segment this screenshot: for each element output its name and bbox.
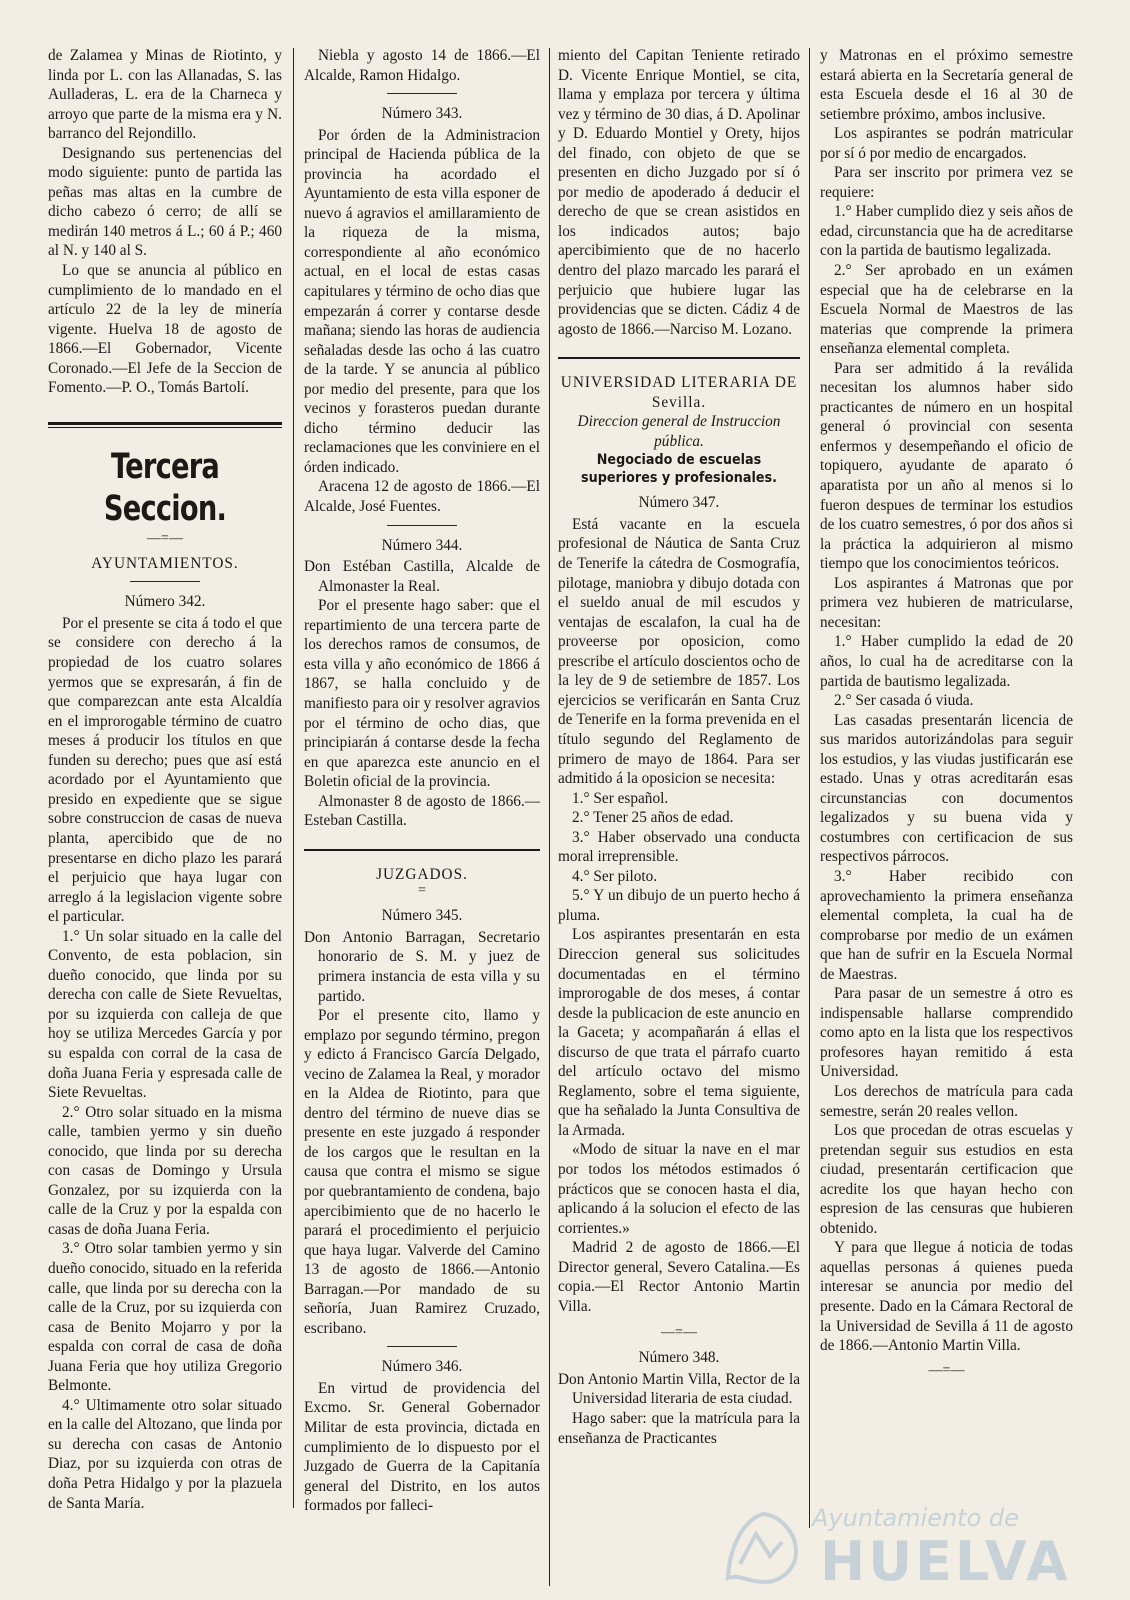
city-crest-icon	[720, 1508, 804, 1588]
notice-number: Número 348.	[638, 1349, 720, 1367]
subsection-title: AYUNTAMIENTOS.	[91, 554, 239, 572]
list-item: 2.° Otro solar situado en la misma calle, tambien yermo y sin dueño conocido, que linda por su derecha con casas de Domingo y Ursula Gonzalez, por su izquierda con la calle de la Cruz y por la espalda con casas de doña Juana Feria.	[48, 1103, 282, 1238]
divider	[387, 525, 457, 526]
paragraph: Y para que llegue á noticia de todas aquellas personas á quienes pueda interesar se anuncia por medio del presente. Dado en la Cámara Rectoral de la Universidad de Sevilla á 11 de agosto de 1866.—Antonio Martin Villa.	[820, 1239, 1073, 1355]
section-rule	[304, 849, 540, 851]
paragraph: Los aspirantes se podrán matricular por sí ó por medio de encargados.	[820, 125, 1073, 162]
institution-city: Sevilla.	[651, 393, 707, 411]
ornament: —=—	[928, 1362, 965, 1378]
list-item: 5.° Y un dibujo de un puerto hecho á pluma.	[558, 887, 800, 924]
ornament: —=—	[661, 1325, 697, 1341]
paragraph: En virtud de providencia del Excmo. Sr. General Gobernador Militar de esta provincia, dictada en cumplimiento de lo dispuesto por el Juzgado de Guerra de la Capitanía general del Distrito, en los autos formados por falleci-	[304, 1379, 540, 1515]
notice-number: Número 343.	[381, 105, 463, 123]
watermark-line1: Ayuntamiento de	[812, 1504, 1019, 1532]
ornament: =	[418, 883, 426, 899]
notice-number: Número 346.	[381, 1358, 463, 1376]
list-item: 3.° Haber recibido con aprovechamiento la primera enseñanza elemental completa, la cual ha de comprobarse por medio de un exámen que han de sufrir en la Escuela Normal de Maestras.	[820, 867, 1073, 983]
watermark-line2: HUELVA	[820, 1530, 1071, 1593]
divider	[130, 581, 200, 582]
paragraph: de Zalamea y Minas de Riotinto, y linda por L. con las Allanadas, S. las Aulladeras, L. era de la Charneca y arroyo que parte de la misma era y N. barranco del Rejondillo.	[48, 47, 282, 143]
paragraph: Aracena 12 de agosto de 1866.—El Alcalde, José Fuentes.	[304, 478, 540, 516]
paragraph: Hago saber: que la matrícula para la enseñanza de Practicantes	[558, 1410, 800, 1447]
ornament: —=—	[147, 530, 183, 546]
list-item: 3.° Haber observado una conducta moral irreprensible.	[558, 828, 800, 866]
paragraph: Niebla y agosto 14 de 1866.—El Alcalde, Ramon Hidalgo.	[304, 47, 540, 84]
section-rule	[48, 422, 282, 428]
paragraph: Los derechos de matrícula para cada semestre, serán 20 reales vellon.	[820, 1082, 1073, 1120]
column-1	[48, 46, 282, 1513]
paragraph: Los que procedan de otras escuelas y pretendan seguir sus estudios en esta ciudad, presentarán certificacion que acredite los que hayan hecho con espresion de las censuras que hubieren obtenido.	[820, 1122, 1073, 1237]
column-divider	[809, 48, 810, 1528]
list-item: 1.° Ser español.	[572, 789, 669, 807]
paragraph: Para ser admitido á la reválida necesitan los alumnos haber sido practicantes de número en un hospital general ó provincial con sesenta enfermos y desempeñando el oficio de topiquero, ayudante de aparato ó aparatista por un año al menos si lo fueron despues de terminar los estudios de los cuatro semestres, ó por dos años si la práctica la adquirieron al mismo tiempo que los conocimientos teóricos.	[820, 359, 1073, 573]
paragraph: miento del Capitan Teniente retirado D. Vicente Enrique Montiel, se cita, llama y emplaza por tercera y última vez y término de 30 dias, á D. Apolinar y D. Eduardo Montiel y Orety, hijos del finado, con objeto de que se presenten en dicho Juzgado por sí ó por medio de apoderado á deducir el derecho de que se crean asistidos en los indicados autos; bajo apercibimiento que de no hacerlo dentro del plazo marcado les parará el perjuicio que hubiere lugar las providencias que se dicten. Cádiz 4 de agosto de 1866.—Narciso M. Lozano.	[558, 47, 800, 338]
paragraph: Por el presente cito, llamo y emplazo por segundo término, pregon y edicto á Francisco García Delgado, vecino de Zalamea la Real, y morador en la Aldea de Riotinto, para que dentro del término de nueve dias se presente en este juzgado á responder de los cargos que le resultan en la causa que contra el mismo se sigue por quebrantamiento de condena, bajo apercibimiento que de no hacerlo le parará el procedimiento el perjuicio que haya lugar. Valverde del Camino 13 de agosto de 1866.—Antonio Barragan.—Por mandado de su señoría, Juan Ramirez Cruzado, escribano.	[304, 1007, 540, 1337]
paragraph: Almonaster 8 de agosto de 1866.—Esteban Castilla.	[304, 792, 540, 830]
paragraph: Por órden de la Administracion principal de Hacienda pública de la provincia ha acordado el Ayuntamiento de esta villa esponer de nuevo á agravios el amillaramiento de la riqueza de la misma, correspondiente al año económico actual, en el local de estas casas capitulares y término de ocho dias que empezarán á correr y contarse desde mañana; siendo las horas de audiencia señaladas desde las ocho á las cuatro de la tarde. Y se anuncia al público por medio del presente, para que los vecinos y forasteros puedan durante dicho término deducir las reclamaciones que les conviniere en el órden indicado.	[304, 126, 540, 476]
paragraph: Está vacante en la escuela profesional de Náutica de Santa Cruz de Tenerife la cátedra de Cosmografía, pilotage, maniobra y dibujo dotada con el sueldo anual de mil escudos y ventajas de escalafon, la cual ha de proveerse por oposicion, como prescribe el artículo doscientos ocho de la ley de 9 de setiembre de 1857. Los ejercicios se verificarán en Santa Cruz de Tenerife en la forma prevenida en el título segundo del Reglamento de primero de mayo de 1864. Para ser admitido á la oposicion se necesita:	[558, 515, 800, 788]
list-item: 1.° Haber cumplido diez y seis años de edad, circunstancia que ha de acreditarse con la partida de bautismo legalizada.	[820, 203, 1073, 260]
notice-number: Número 347.	[638, 494, 720, 512]
list-item: 4.° Ser piloto.	[572, 867, 658, 885]
paragraph: Don Antonio Martin Villa, Rector de la Universidad literaria de esta ciudad.	[558, 1370, 800, 1408]
list-item: 2.° Ser aprobado en un exámen especial que ha de celebrarse en la Escuela Normal de Maestros de las materias que comprende la primera enseñanza elemental completa.	[820, 262, 1073, 358]
institution-title: UNIVERSIDAD LITERARIA DE	[560, 374, 798, 392]
column-divider	[293, 48, 294, 1508]
paragraph: Madrid 2 de agosto de 1866.—El Director general, Severo Catalina.—Es copia.—El Rector Antonio Martin Villa.	[558, 1239, 800, 1315]
column-2	[304, 46, 540, 1516]
paragraph: Por el presente hago saber: que el repartimiento de una tercera parte de los derechos ramos de consumos, de esta villa y año económico de 1866 á 1867, se halla concluido y de manifiesto para oir y resolver agravios por el término de ocho dias, que principiarán á contarse desde la fecha en que aparezca este anuncio en el Boletin oficial de la provincia.	[304, 597, 540, 791]
list-item: 1.° Haber cumplido la edad de 20 años, lo cual ha de acreditarse con la partida de bautismo legalizada.	[820, 633, 1073, 690]
subsection-title: JUZGADOS.	[376, 865, 468, 883]
paragraph: Para pasar de un semestre á otro es indispensable hallarse comprendido como apto en la lista que los respectivos profesores hayan remitido á esta Universidad.	[820, 985, 1073, 1081]
column-divider	[549, 48, 550, 1586]
list-item: 2.° Ser casada ó viuda.	[834, 692, 974, 710]
paragraph: Lo que se anuncia al público en cumplimiento de lo mandado en el artículo 22 de la ley de minería vigente. Huelva 18 de agosto de 1866.—El Gobernador, Vicente Coronado.—El Jefe de la Seccion de Fomento.—P. O., Tomás Bartolí.	[48, 262, 282, 397]
notice-number: Número 344.	[381, 536, 463, 554]
list-item: 2.° Tener 25 años de edad.	[572, 809, 734, 827]
section-rule	[558, 357, 800, 359]
column-4	[820, 46, 1073, 1386]
list-item: 1.° Un solar situado en la calle del Convento, de esta poblacion, sin dueño conocido, que linda por su derecha con calle de Siete Revueltas, por su izquierda con calleja de que hoy se utiliza Mercedes García y por su espalda con corral de la casa de doña Juana Feria y espresada calle de Siete Revueltas.	[48, 927, 282, 1102]
paragraph: y Matronas en el próximo semestre estará abierta en la Secretaría general de esta Escuela desde el 16 al 30 de setiembre próximo, ambos inclusive.	[820, 47, 1073, 123]
department-title: Direccion general de Instruccion pública.	[577, 413, 781, 450]
paragraph: Designando sus pertenencias del modo siguiente: punto de partida las peñas mas altas en la cumbre de dicho cabezo ó cerro; de allí se medirán 140 metros á L.; 60 á P.; 460 al N. y 140 al S.	[48, 144, 282, 260]
paragraph: Los aspirantes á Matronas que por primera vez hubieren de matricularse, necesitan:	[820, 574, 1073, 631]
paragraph: «Modo de situar la nave en el mar por todos los métodos estimados ó prácticos que se conocen hasta el dia, aplicando á la solucion el efecto de las corrientes.»	[558, 1141, 800, 1237]
paragraph: Las casadas presentarán licencia de sus maridos autorizándolas para seguir los estudios, y las viudas justificarán ese estado. Unas y otras acreditarán esas circunstancias con documentos legalizados y su buena vida y costumbres con certificacion de sus respectivos párrocos.	[820, 711, 1073, 866]
paragraph: Don Estéban Castilla, Alcalde de Almonaster la Real.	[304, 558, 540, 595]
divider	[387, 1346, 457, 1347]
notice-number: Número 345.	[381, 907, 463, 925]
paragraph: Don Antonio Barragan, Secretario honorario de S. M. y juez de primera instancia de esta villa y su partido.	[304, 928, 540, 1005]
list-item: 4.° Ultimamente otro solar situado en la calle del Altozano, que linda por su derecha con casas de Antonio Diaz, por su izquierda con otras de doña Petra Hidalgo y por la plazuela de Santa María.	[48, 1396, 282, 1512]
office-title: Negociado de escuelas superiores y profesionales.	[581, 452, 777, 487]
paragraph: Para ser inscrito por primera vez se requiere:	[820, 164, 1073, 201]
divider	[387, 93, 457, 94]
section-title: Tercera Seccion.	[103, 446, 227, 529]
list-item: 3.° Otro solar tambien yermo y sin dueño conocido, situado en la referida calle, que linda por su derecha con la calle de la Cruz, por su izquierda con casa de Benito Mojarro y por la espalda con corral de casa de doña Juana Feria que hoy utiliza Gregorio Belmonte.	[48, 1240, 282, 1395]
watermark	[720, 1500, 1080, 1592]
notice-number: Número 342.	[124, 593, 206, 611]
paragraph: Por el presente se cita á todo el que se considere con derecho á la propiedad de los cuatro solares yermos que se expresarán, á fin de que comparezcan ante esta Alcaldía en el improrogable término de cuatro meses á producir los títulos en que funden su derecho; pues que así está acordado por el Ayuntamiento que presido en expediente que se sigue sobre construccion de casas de nueva planta, apercibido que de no presentarse en dicho plazo les parará el perjuicio que haya lugar con arreglo á la legislacion vigente sobre el particular.	[48, 614, 282, 926]
paragraph: Los aspirantes presentarán en esta Direccion general sus solicitudes documentadas en el término improrogable de dos meses, á contar desde la publicacion de este anuncio en la Gaceta; y acompañarán á ellas el discurso de que trata el párrafo cuarto del artículo octavo del mismo Reglamento, sobre el tema siguiente, que ha señalado la Junta Consultiva de la Armada.	[558, 926, 800, 1139]
column-3	[558, 46, 800, 1448]
